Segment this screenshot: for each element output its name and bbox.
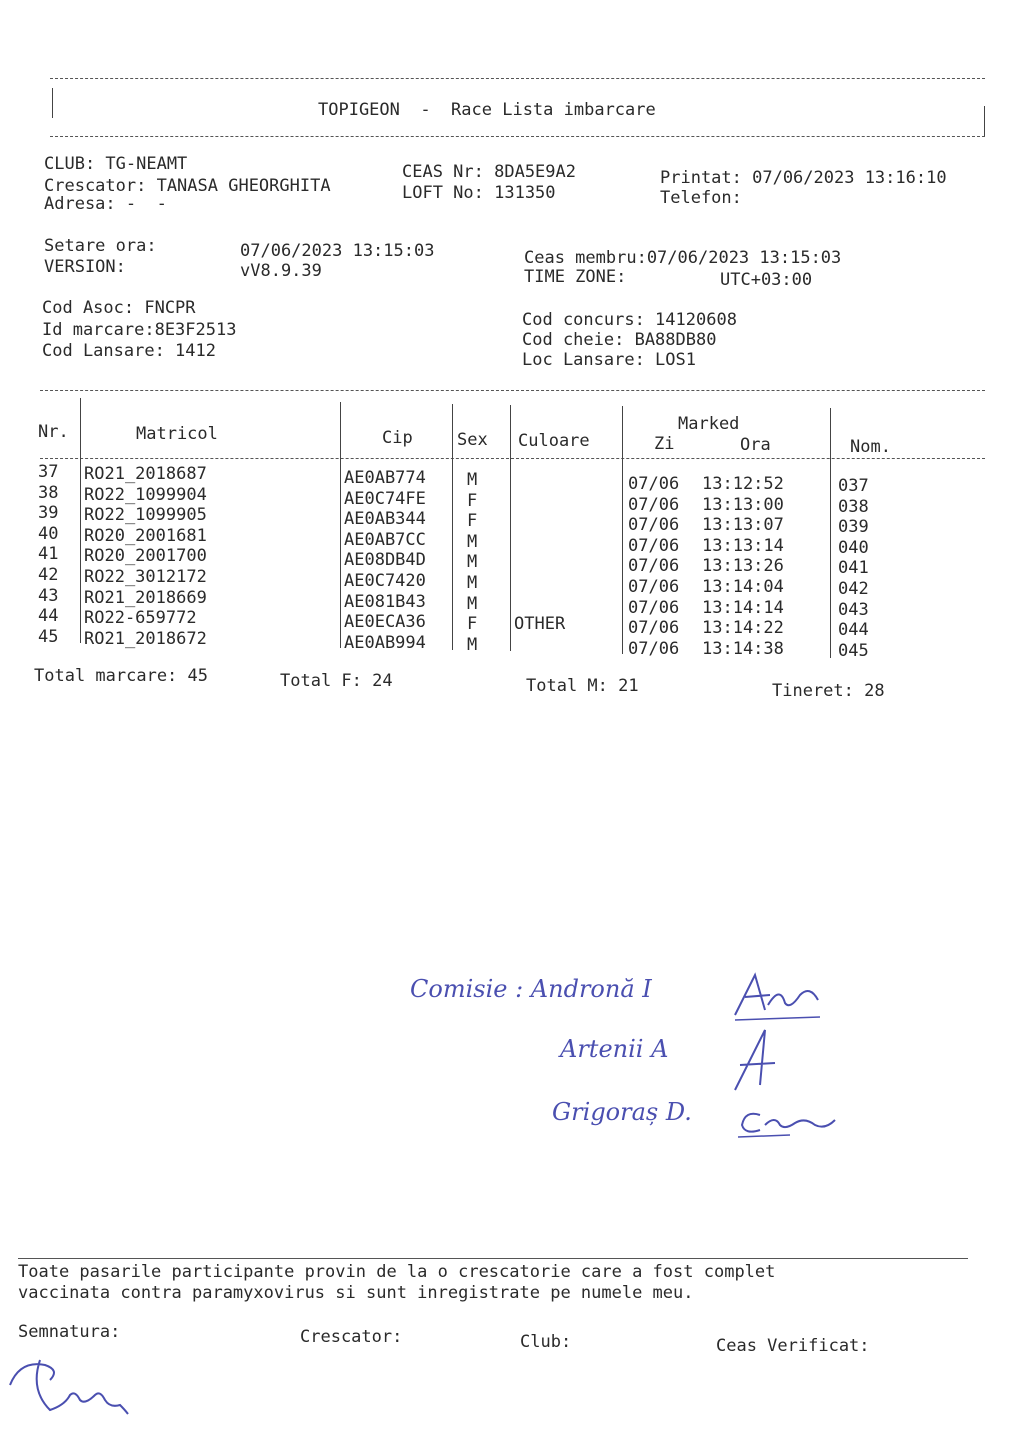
cell-nom: 039 <box>838 517 869 538</box>
col-header-cip: Cip <box>382 428 413 448</box>
cell-matricol: RO22_1099904 <box>84 484 207 505</box>
cell-ora: 13:13:14 <box>702 535 784 556</box>
cell-cip: AE0AB774 <box>344 468 426 488</box>
cell-matricol: RO21_2018687 <box>84 464 207 484</box>
cell-zi: 07/06 <box>628 535 680 556</box>
cell-nom: 045 <box>838 640 869 661</box>
col-header-marked: Marked <box>678 414 740 434</box>
cell-zi: 07/06 <box>628 515 680 536</box>
version-label: VERSION: <box>44 257 126 277</box>
cell-nom: 044 <box>838 620 869 641</box>
cell-nom: 038 <box>838 496 869 517</box>
club-field: CLUB: TG-NEAMT <box>44 154 188 174</box>
table-header-bottom-border <box>40 458 985 459</box>
cell-cip: AE0AB7CC <box>344 529 426 550</box>
cell-matricol: RO22_3012172 <box>84 567 207 587</box>
ceas-membru-field: Ceas membru:07/06/2023 13:15:03 <box>524 248 842 268</box>
col-sep-nr <box>80 398 81 643</box>
setare-ora-label: Setare ora: <box>44 236 157 256</box>
cell-nr: 38 <box>38 482 59 503</box>
cell-zi: 07/06 <box>628 638 680 659</box>
time-zone-label: TIME ZONE: <box>524 267 627 287</box>
ceas-verificat-label: Ceas Verificat: <box>716 1336 870 1356</box>
col-sep-matricol <box>340 402 341 648</box>
cod-asoc-field: Cod Asoc: FNCPR <box>42 298 196 318</box>
cell-cip: AE081B43 <box>344 591 426 612</box>
cell-ora: 13:14:38 <box>702 638 784 659</box>
table-top-border <box>40 390 985 391</box>
handwritten-signature-1 <box>730 965 830 1025</box>
cell-sex: F <box>467 511 478 532</box>
cell-matricol: RO21_2018672 <box>84 628 207 649</box>
cell-zi: 07/06 <box>628 618 680 639</box>
page-title: TOPIGEON - Race Lista imbarcare <box>318 100 656 120</box>
loc-lansare-field: Loc Lansare: LOS1 <box>522 350 696 370</box>
club-sign-label: Club: <box>520 1332 572 1352</box>
cell-ora: 13:14:04 <box>702 577 784 597</box>
cell-matricol: RO22-659772 <box>84 608 197 629</box>
total-m: Total M: 21 <box>526 676 639 696</box>
cell-sex: F <box>467 490 478 511</box>
loft-no-field: LOFT No: 131350 <box>402 183 556 203</box>
total-marcare: Total marcare: 45 <box>34 666 208 686</box>
cod-cheie-field: Cod cheie: BA88DB80 <box>522 330 717 350</box>
cell-sex: M <box>467 593 478 614</box>
footer-statement-2: vaccinata contra paramyxovirus si sunt inregistrate pe numele meu. <box>18 1283 694 1303</box>
footer-statement-1: Toate pasarile participante provin de la o crescatorie care a fost complet <box>18 1262 776 1282</box>
cell-zi: 07/06 <box>628 494 680 515</box>
cell-sex: M <box>467 573 478 593</box>
cell-nr: 45 <box>38 626 59 647</box>
cell-nr: 40 <box>38 523 59 544</box>
printat-field: Printat: 07/06/2023 13:16:10 <box>660 168 947 188</box>
title-top-border <box>50 78 985 79</box>
setare-ora-value: 07/06/2023 13:15:03 <box>240 241 435 261</box>
col-header-nom: Nom. <box>850 437 891 457</box>
col-sep-culoare <box>622 406 623 654</box>
col-header-ora: Ora <box>740 435 771 455</box>
handwritten-line-3: Grigoraș D. <box>552 1098 692 1126</box>
cell-cip: AE08DB4D <box>344 550 426 571</box>
cell-matricol: RO20_2001700 <box>84 546 207 567</box>
cell-nr: 42 <box>38 565 59 585</box>
cell-nom: 037 <box>838 476 869 496</box>
cell-ora: 13:12:52 <box>702 474 784 494</box>
cell-cip: AE0C7420 <box>344 571 426 591</box>
crescator-sign-label: Crescator: <box>300 1327 403 1347</box>
cell-sex: M <box>467 634 478 655</box>
cell-ora: 13:14:14 <box>702 597 784 618</box>
handwritten-signature-3 <box>730 1095 840 1145</box>
cell-ora: 13:13:07 <box>702 515 784 536</box>
cell-matricol: RO22_1099905 <box>84 505 207 526</box>
col-header-matricol: Matricol <box>136 424 218 444</box>
cell-sex: M <box>467 470 478 490</box>
cell-nr: 39 <box>38 503 59 524</box>
telefon-field: Telefon: <box>660 188 742 208</box>
cell-nom: 043 <box>838 599 869 620</box>
footer-divider <box>18 1258 968 1259</box>
cell-culoare: OTHER <box>514 614 566 635</box>
cell-matricol: RO20_2001681 <box>84 525 207 546</box>
col-sep-cip <box>452 404 453 650</box>
title-right-border <box>984 106 985 136</box>
cell-sex: F <box>467 614 478 635</box>
ceas-nr-field: CEAS Nr: 8DA5E9A2 <box>402 162 576 182</box>
cell-nr: 41 <box>38 544 59 565</box>
semnatura-label: Semnatura: <box>18 1322 121 1342</box>
title-left-border <box>52 88 53 118</box>
handwritten-line-2: Artenii A <box>560 1035 669 1063</box>
cell-cip: AE0C74FE <box>344 488 426 509</box>
cell-sex: M <box>467 531 478 552</box>
cell-zi: 07/06 <box>628 577 680 597</box>
col-header-nr: Nr. <box>38 422 69 442</box>
cell-ora: 13:14:22 <box>702 618 784 639</box>
adresa-field: Adresa: - - <box>44 194 167 214</box>
cell-zi: 07/06 <box>628 556 680 577</box>
cell-sex: M <box>467 552 478 573</box>
cell-nom: 042 <box>838 579 869 599</box>
cell-cip: AE0AB994 <box>344 632 426 653</box>
cell-cip: AE0AB344 <box>344 509 426 530</box>
version-value: vV8.9.39 <box>240 261 322 281</box>
cell-ora: 13:13:26 <box>702 556 784 577</box>
crescator-field: Crescator: TANASA GHEORGHITA <box>44 176 331 196</box>
cell-cip: AE0ECA36 <box>344 612 426 633</box>
cell-nom: 040 <box>838 537 869 558</box>
col-header-zi: Zi <box>654 434 675 454</box>
cell-nr: 37 <box>38 462 59 482</box>
cell-nr: 44 <box>38 606 59 627</box>
tineret: Tineret: 28 <box>772 681 885 701</box>
col-sep-marked <box>830 408 831 658</box>
col-header-sex: Sex <box>457 430 488 450</box>
handwritten-signature-2 <box>725 1025 785 1095</box>
cod-concurs-field: Cod concurs: 14120608 <box>522 310 737 330</box>
total-f: Total F: 24 <box>280 671 393 691</box>
cell-zi: 07/06 <box>628 474 680 494</box>
cell-nr: 43 <box>38 585 59 606</box>
cell-zi: 07/06 <box>628 597 680 618</box>
id-marcare-field: Id marcare:8E3F2513 <box>42 320 237 340</box>
title-bottom-border <box>50 136 985 137</box>
time-zone-value: UTC+03:00 <box>720 270 813 290</box>
col-header-culoare: Culoare <box>518 431 590 451</box>
cell-nom: 041 <box>838 558 869 579</box>
cell-ora: 13:13:00 <box>702 494 784 515</box>
cell-matricol: RO21_2018669 <box>84 587 207 608</box>
handwritten-line-1: Comisie : Andronă I <box>410 975 652 1003</box>
cod-lansare-field: Cod Lansare: 1412 <box>42 341 216 361</box>
col-sep-sex <box>510 405 511 651</box>
breeder-signature <box>0 1350 140 1420</box>
